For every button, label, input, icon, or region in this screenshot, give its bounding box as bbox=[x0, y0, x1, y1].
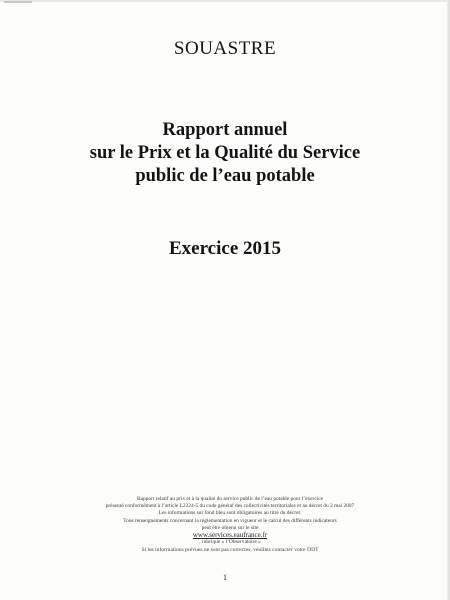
legal-notice bbox=[80, 496, 380, 546]
report-title-line-3: public de l’eau potable bbox=[135, 166, 315, 186]
legal-notice-line-3: Les informations sur fond bleu sont obligatoires au titre du décret. bbox=[158, 510, 302, 517]
services-eaufrance-link[interactable]: www.services.eaufrance.fr bbox=[192, 531, 268, 540]
scan-top-edge bbox=[0, 0, 450, 2]
commune-name: SOUASTRE bbox=[173, 38, 277, 59]
legal-notice-line-2: présenté conformément à l’article L2224-5 du code général des collectivités territoriales et au décret du 2 mai 2007 bbox=[105, 503, 355, 510]
contact-disclaimer: Si les informations prévues ne sont pas correctes, veuillez contacter votre DDT bbox=[141, 547, 319, 553]
legal-notice-site-suffix: , rubrique « l’Observatoire » bbox=[199, 539, 261, 546]
legal-notice-site-prefix: peut être obtenu sur le site bbox=[201, 524, 259, 531]
page-number: 1 bbox=[223, 573, 227, 582]
legal-notice-line-4: Tous renseignements concernant la réglementation en vigueur et le calcul des différents indicateurs bbox=[123, 517, 337, 524]
exercise-year: Exercice 2015 bbox=[168, 238, 282, 259]
report-title-line-1: Rapport annuel bbox=[162, 120, 288, 140]
report-title-line-2: sur le Prix et la Qualité du Service bbox=[89, 143, 361, 163]
legal-notice-line-1: Rapport relatif au prix et à la qualité du service public de l’eau potable pour l’exercice bbox=[136, 496, 324, 502]
scan-corner-mark bbox=[4, 1, 32, 3]
report-title bbox=[40, 119, 410, 188]
legal-notice-line-5 bbox=[80, 525, 380, 547]
